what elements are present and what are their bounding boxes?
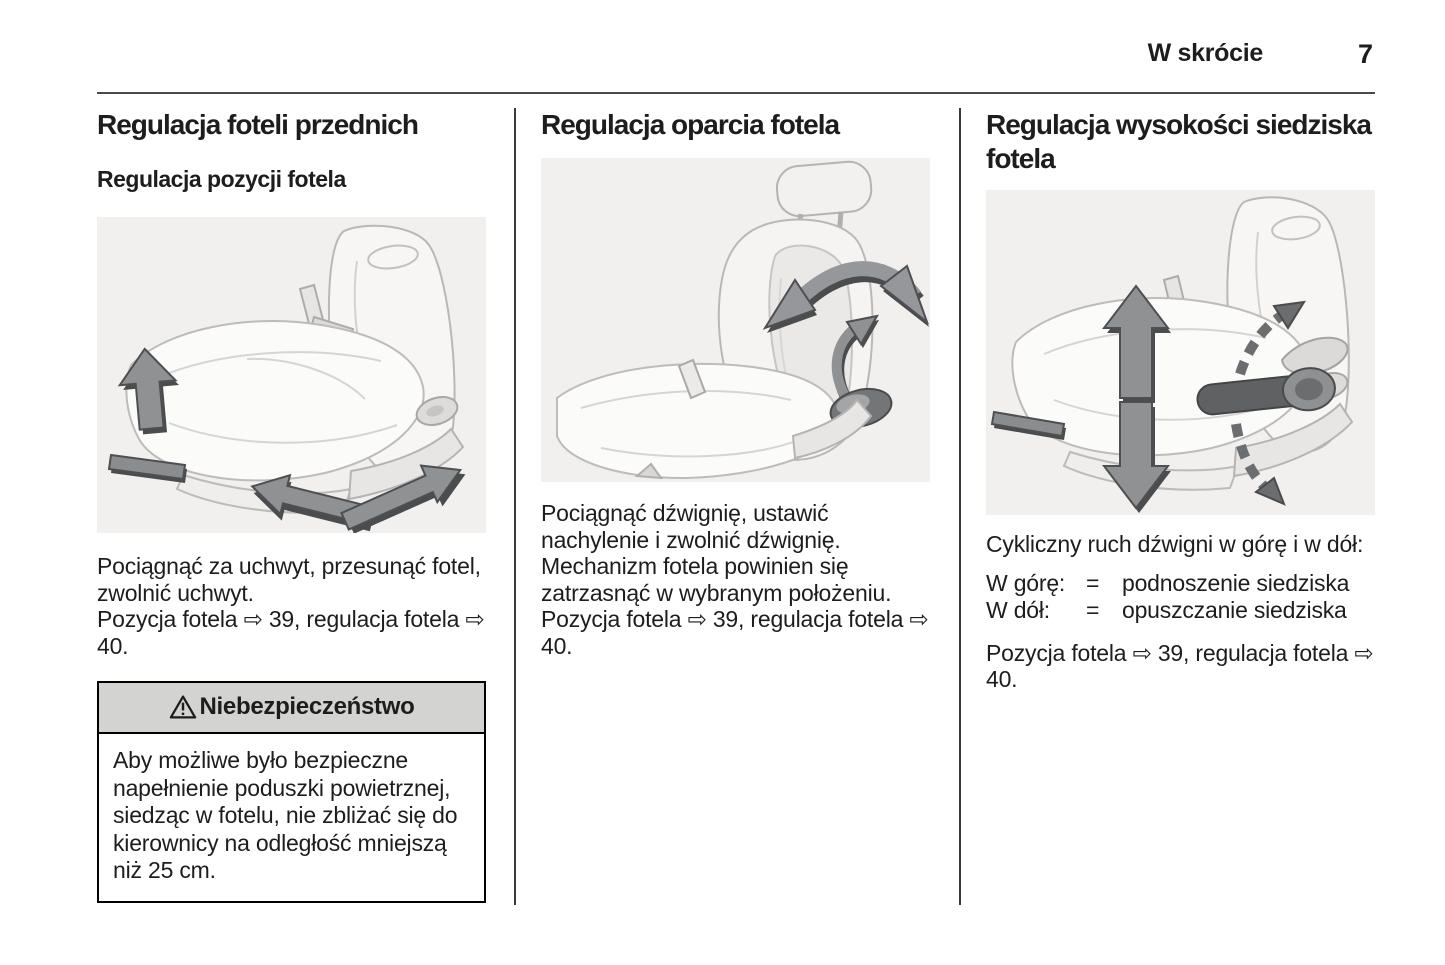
- definition-row: [986, 597, 1375, 625]
- warning-header: [99, 683, 484, 734]
- definition-term: W górę:: [986, 569, 1066, 596]
- definition-meaning: podnoszenie siedziska: [1122, 569, 1350, 596]
- page-number: 7: [1357, 39, 1373, 69]
- column-seat-height: [986, 108, 1375, 693]
- column-title: Regulacja foteli przednich: [97, 109, 418, 140]
- equals-sign: =: [1086, 597, 1100, 623]
- instruction-text: Pociągnąć dźwignię, ustawić nachylenie i zwolnić dźwignię. Mechanizm fotela powinien się zatrzasnąć w wybranym położeniu.: [541, 500, 892, 606]
- page-header: [97, 0, 1375, 94]
- definition-meaning: opuszczanie siedziska: [1122, 597, 1347, 623]
- column-title: Regulacja oparcia fotela: [541, 109, 840, 140]
- column-backrest: [541, 108, 930, 659]
- warning-body: Aby możliwe było bezpieczne napełnienie poduszki powietrznej, siedząc w fotelu, nie zbliżać się do kierownicy na odległość mniejszą niż 25 cm.: [113, 747, 458, 883]
- column-divider: [959, 108, 961, 905]
- warning-box: [97, 681, 486, 903]
- column-divider: [514, 108, 516, 905]
- section-title: W skrócie: [1147, 39, 1263, 67]
- instruction-text: Pociągnąć za uchwyt, przesunąć fotel, zwolnić uchwyt.: [97, 553, 481, 606]
- instruction-text: Cykliczny ruch dźwigni w górę i w dół:: [986, 531, 1364, 557]
- page-references: Pozycja fotela ⇨ 39, regulacja fotela ⇨ 40.: [986, 639, 1374, 692]
- column-seat-position: [97, 108, 486, 903]
- equals-sign: =: [1086, 569, 1100, 596]
- warning-triangle-icon: [169, 694, 197, 720]
- seat-backrest-illustration: [541, 158, 930, 482]
- seat-backrest-figure: [541, 158, 930, 482]
- seat-position-figure: [97, 217, 486, 533]
- seat-position-illustration: [97, 217, 486, 533]
- definition-row: [986, 570, 1375, 598]
- definition-term: W dół:: [986, 597, 1050, 623]
- column-title: Regulacja wysokości siedziska fotela: [986, 109, 1371, 174]
- lever-direction-definitions: [986, 570, 1375, 625]
- page-references: Pozycja fotela ⇨ 39, regulacja fotela ⇨ 40.: [541, 606, 929, 659]
- page-references: Pozycja fotela ⇨ 39, regulacja fotela ⇨ 40.: [97, 606, 485, 659]
- seat-height-illustration: [986, 190, 1375, 515]
- warning-title: Niebezpieczeństwo: [199, 693, 415, 720]
- seat-height-figure: [986, 190, 1375, 515]
- column-subtitle: Regulacja pozycji fotela: [97, 166, 346, 192]
